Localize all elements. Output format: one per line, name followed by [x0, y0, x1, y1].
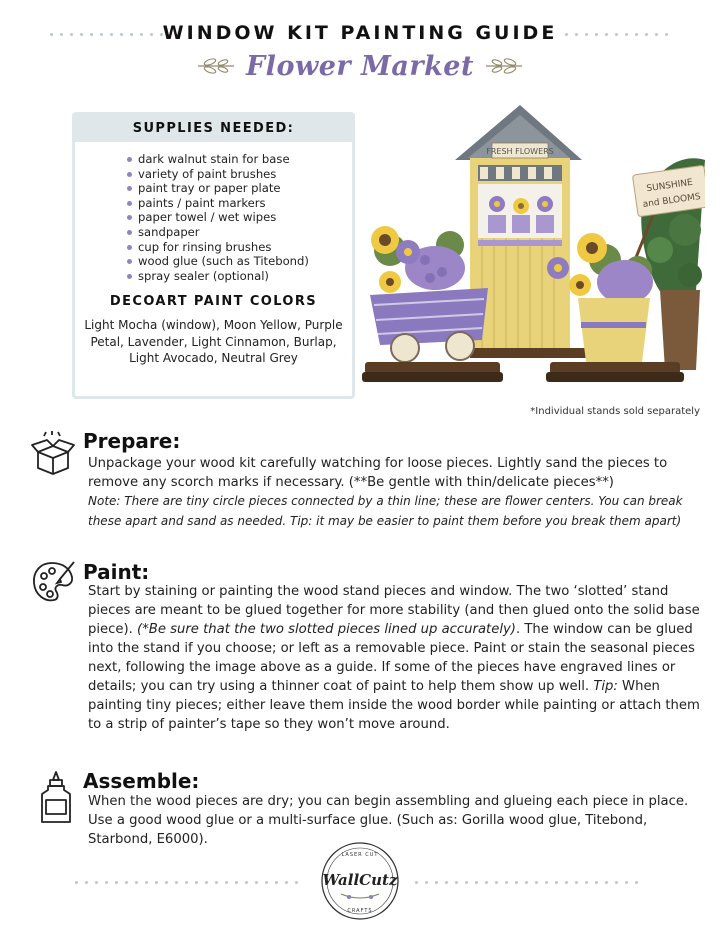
paint-text-3: When painting tiny pieces; either leave them inside the wood border while painting or attach them to a strip of painter’s tape so they won’t move around.	[88, 679, 700, 732]
dot	[605, 881, 608, 884]
paint-body	[88, 582, 700, 734]
page-title: WINDOW KIT PAINTING GUIDE	[162, 22, 558, 44]
dot	[155, 881, 158, 884]
dot	[195, 881, 198, 884]
paint-tip-label: Tip:	[593, 679, 618, 694]
dot	[165, 881, 168, 884]
dot	[175, 881, 178, 884]
list-item: paper towel / wet wipes	[127, 210, 352, 225]
supplies-heading: SUPPLIES NEEDED:	[75, 115, 352, 142]
stands-note: *Individual stands sold separately	[530, 406, 700, 417]
open-box-icon	[30, 430, 76, 476]
paint-text-1: Start by staining or painting the wood stand pieces and window. The two ‘slotted’ stand pieces are meant to be glued together for more stability (and then glued onto the solid base piece).	[88, 584, 700, 637]
supplies-list	[75, 142, 352, 283]
sunshine-sign-line-2: and BLOOMS	[642, 192, 702, 211]
paint-title: Paint:	[83, 560, 150, 584]
list-item: paint tray or paper plate	[127, 181, 352, 196]
dot	[125, 881, 128, 884]
dot	[545, 881, 548, 884]
paint-text-italic: (*Be sure that the two slotted pieces lined up accurately)	[137, 622, 516, 637]
prepare-title: Prepare:	[83, 429, 181, 453]
dot	[75, 881, 78, 884]
list-item: dark walnut stain for base	[127, 152, 352, 167]
dot	[465, 881, 468, 884]
assemble-section	[30, 768, 700, 848]
wallcutz-logo	[319, 840, 401, 922]
dot	[225, 881, 228, 884]
list-item: spray sealer (optional)	[127, 269, 352, 284]
dot	[275, 881, 278, 884]
subtitle-row	[0, 46, 720, 86]
product-photo	[360, 100, 705, 400]
dot	[615, 881, 618, 884]
glue-bottle-icon	[36, 770, 76, 826]
logo-arc-top: LASER CUT	[341, 852, 379, 858]
dot	[495, 881, 498, 884]
dot	[565, 881, 568, 884]
dot	[245, 881, 248, 884]
dot	[425, 881, 428, 884]
assemble-title: Assemble:	[83, 769, 200, 793]
laurel-left-icon	[196, 57, 236, 75]
fresh-flowers-sign: FRESH FLOWERS	[486, 147, 554, 156]
sunshine-sign-line-1: SUNSHINE	[645, 177, 694, 195]
dot	[85, 881, 88, 884]
paint-palette-icon	[30, 559, 76, 605]
dot	[625, 881, 628, 884]
dot	[525, 881, 528, 884]
list-item: sandpaper	[127, 225, 352, 240]
dot	[105, 881, 108, 884]
prepare-body	[88, 454, 700, 531]
prepare-text: Unpackage your wood kit carefully watching for loose pieces. Lightly sand the pieces to remove any scorch marks if necessary. (**Be gentle with thin/delicate pieces**)	[88, 456, 668, 490]
dot	[485, 881, 488, 884]
dot	[515, 881, 518, 884]
dot	[145, 881, 148, 884]
laurel-right-icon	[484, 57, 524, 75]
assemble-body: When the wood pieces are dry; you can begin assembling and glueing each piece in place. Use a good wood glue or a multi-surface glue. (Such as: Gorilla wood glue, Titebond, Starbond, E6000).	[88, 794, 689, 847]
dot	[435, 881, 438, 884]
dot	[285, 881, 288, 884]
dot	[505, 881, 508, 884]
dot	[455, 881, 458, 884]
list-item: variety of paint brushes	[127, 167, 352, 182]
dot	[295, 881, 298, 884]
logo-name: WallCutz	[322, 871, 398, 889]
logo-arc-bottom: CRAFTS	[347, 908, 373, 914]
bottom-right-dots	[415, 879, 645, 885]
dot	[535, 881, 538, 884]
page-subtitle: Flower Market	[246, 50, 474, 82]
dot	[215, 881, 218, 884]
list-item: wood glue (such as Titebond)	[127, 254, 352, 269]
bottom-left-dots	[75, 879, 305, 885]
list-item: paints / paint markers	[127, 196, 352, 211]
dot	[415, 881, 418, 884]
paint-colors-text: Light Mocha (window), Moon Yellow, Purple Petal, Lavender, Light Cinnamon, Burlap, Light Avocado, Neutral Grey	[84, 318, 343, 366]
dot	[585, 881, 588, 884]
dot	[115, 881, 118, 884]
dot	[595, 881, 598, 884]
dot	[235, 881, 238, 884]
supplies-panel	[72, 112, 355, 399]
paint-section	[30, 559, 700, 759]
prepare-section	[30, 428, 700, 548]
dot	[95, 881, 98, 884]
list-item: cup for rinsing brushes	[127, 240, 352, 255]
dot	[205, 881, 208, 884]
prepare-note: Note: There are tiny circle pieces connected by a thin line; these are flower centers. You can break these apart and sand as needed. Tip: it may be easier to paint them before you break them apart)	[88, 494, 683, 528]
dot	[635, 881, 638, 884]
dot	[265, 881, 268, 884]
dot	[255, 881, 258, 884]
dot	[185, 881, 188, 884]
dot	[555, 881, 558, 884]
dot	[575, 881, 578, 884]
paint-text-2: . The window can be glued into the stand if you choose; or left as a removable piece. Paint or stain the seasonal pieces next, following the image above as a guide. If some of the pieces have engraved lines or details; you can try using a thinner coat of paint to help them show up well.	[88, 622, 695, 694]
dot	[135, 881, 138, 884]
dot	[445, 881, 448, 884]
dot	[475, 881, 478, 884]
paint-colors-heading: DECOART PAINT COLORS	[109, 294, 318, 310]
